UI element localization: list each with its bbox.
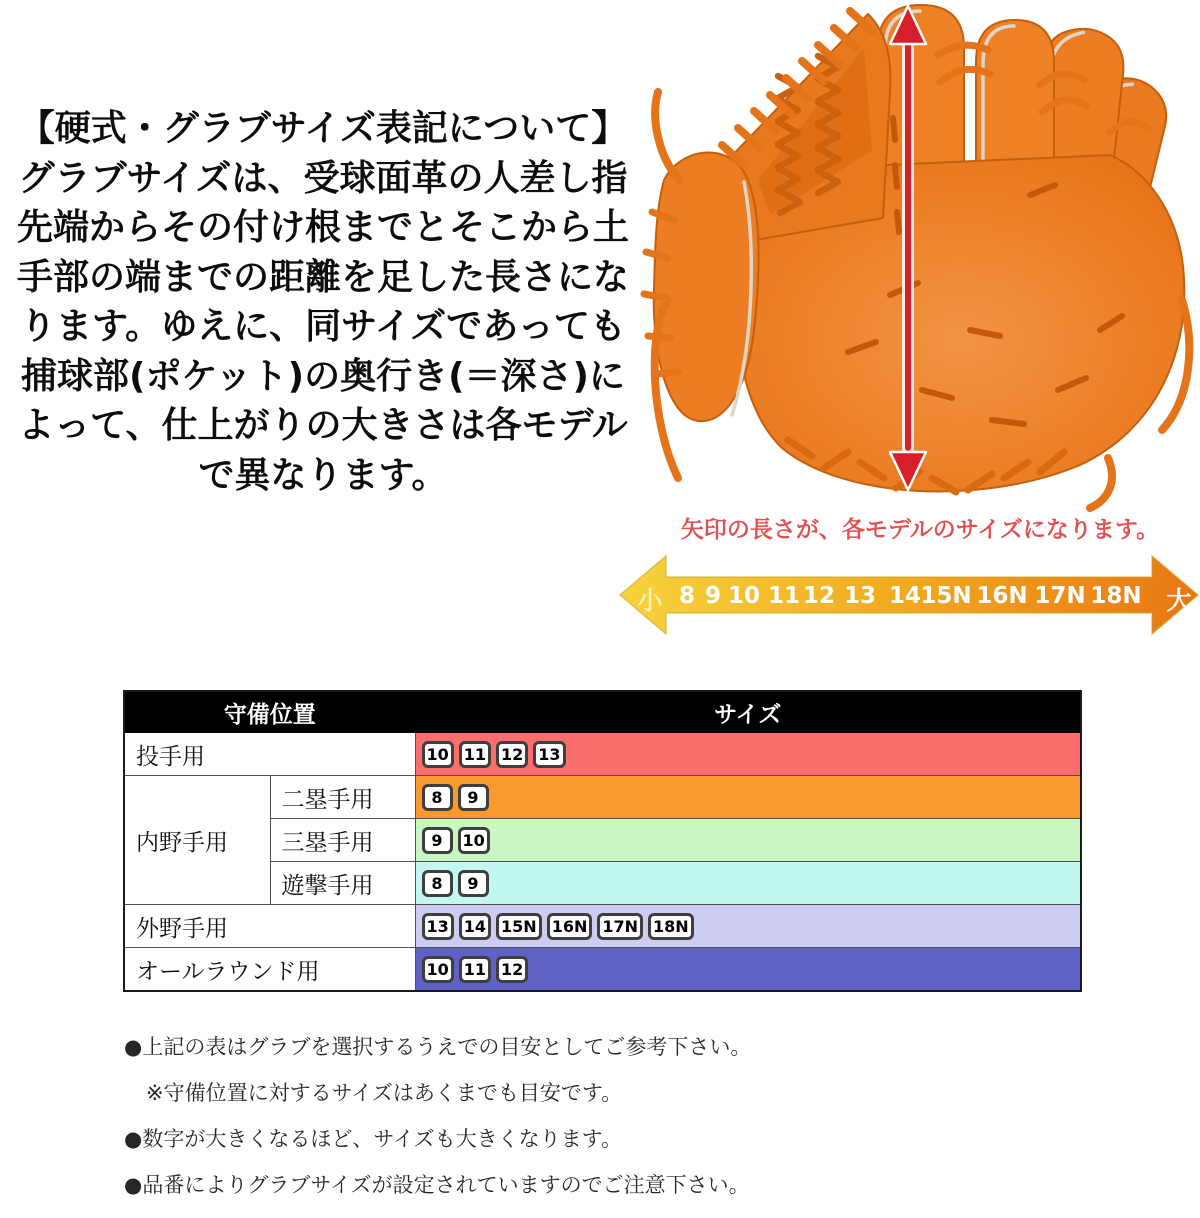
table-row-second-base xyxy=(124,776,1081,819)
scale-label-small: 小 xyxy=(637,586,663,615)
size-badge: 13 xyxy=(422,913,454,940)
size-badge: 9 xyxy=(458,870,489,897)
size-cell xyxy=(415,948,1081,992)
size-badge: 13 xyxy=(533,741,565,768)
position-group-label: 内野手用 xyxy=(124,776,270,905)
intro-line: グラブサイズは、受球面革の人差し指 xyxy=(18,157,628,199)
intro-line: 捕球部(ポケット)の奥行き(＝深さ)に xyxy=(20,355,625,397)
scale-label: 12 xyxy=(802,583,836,609)
position-label: 三塁手用 xyxy=(270,819,415,862)
size-cell xyxy=(415,905,1081,948)
size-badge: 12 xyxy=(496,956,528,983)
table-row-outfielder xyxy=(124,905,1081,948)
size-badge: 10 xyxy=(458,827,490,854)
size-badge: 10 xyxy=(422,956,454,983)
scale-label: 15N xyxy=(920,583,972,609)
scale-label: 9 xyxy=(704,583,722,609)
footnote: ●品番によりグラブサイズが設定されていますのでご注意下さい。 xyxy=(124,1173,750,1197)
size-badge: 16N xyxy=(547,913,593,940)
table-row-all-round xyxy=(124,948,1081,992)
glove-figure xyxy=(640,0,1200,520)
footnotes xyxy=(124,1034,1104,1218)
table-row-pitcher xyxy=(124,733,1081,776)
arrow-caption: 矢印の長さが、各モデルのサイズになります。 xyxy=(680,517,1160,543)
col-header-position: 守備位置 xyxy=(124,691,415,733)
intro-text xyxy=(0,104,646,500)
glove-illustration xyxy=(640,0,1200,520)
intro-line: 先端からその付け根までとそこから土 xyxy=(16,207,629,248)
size-scale xyxy=(618,552,1200,640)
position-label: オールラウンド用 xyxy=(124,948,415,992)
size-cell xyxy=(415,776,1081,819)
size-badge: 10 xyxy=(422,741,454,768)
size-badge: 18N xyxy=(648,913,694,940)
size-cell xyxy=(415,862,1081,905)
footnote-sub: ※守備位置に対するサイズはあくまでも目安です。 xyxy=(146,1081,623,1105)
intro-line: 手部の端までの距離を足した長さにな xyxy=(16,256,629,298)
scale-label: 11 xyxy=(767,583,801,609)
size-badge: 17N xyxy=(597,913,643,940)
col-header-size: サイズ xyxy=(415,691,1081,733)
scale-label-large: 大 xyxy=(1166,586,1192,615)
intro-line: 【硬式・グラブサイズ表記について】 xyxy=(18,108,628,149)
size-badge: 15N xyxy=(496,913,542,940)
size-badge: 11 xyxy=(459,741,491,768)
size-badge: 12 xyxy=(496,741,528,768)
scale-label: 13 xyxy=(843,583,877,609)
scale-label: 18N xyxy=(1090,583,1142,609)
glove-thumb xyxy=(654,152,759,421)
scale-label: 16N xyxy=(976,583,1028,609)
size-cell xyxy=(415,819,1081,862)
intro-line: ります。ゆえに、同サイズであっても xyxy=(20,306,626,347)
table-header-row xyxy=(124,691,1081,733)
position-label: 外野手用 xyxy=(124,905,415,948)
scale-label: 8 xyxy=(678,583,696,609)
intro-line: よって、仕上がりの大きさは各モデル xyxy=(18,405,628,446)
size-badge: 8 xyxy=(422,870,453,897)
size-table xyxy=(123,690,1082,992)
scale-label: 17N xyxy=(1034,583,1086,609)
position-label: 投手用 xyxy=(124,733,415,776)
size-badge: 9 xyxy=(422,827,453,854)
size-cell xyxy=(415,733,1081,776)
size-badge: 9 xyxy=(458,784,489,811)
footnote: ●数字が大きくなるほど、サイズも大きくなります。 xyxy=(124,1127,622,1151)
scale-label: 10 xyxy=(727,583,761,609)
size-badge: 14 xyxy=(459,913,491,940)
position-label: 遊撃手用 xyxy=(270,862,415,905)
scale-label: 14 xyxy=(888,583,922,609)
size-badge: 11 xyxy=(459,956,491,983)
footnote: ●上記の表はグラブを選択するうえでの目安としてご参考下さい。 xyxy=(124,1035,752,1059)
size-badge: 8 xyxy=(422,784,453,811)
intro-line: で異なります。 xyxy=(198,454,448,496)
position-label: 二塁手用 xyxy=(270,776,415,819)
